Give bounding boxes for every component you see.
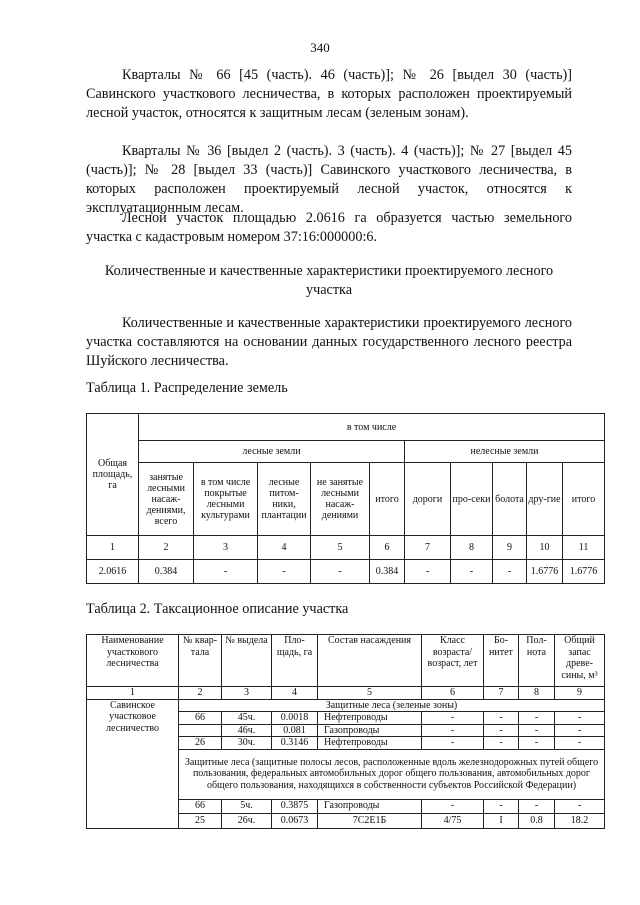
table2-cell: - [422,712,484,725]
table1-col-number: 7 [405,536,451,560]
table2-cell: 66 [179,712,222,725]
table2-header: Класс возраста/ возраст, лет [422,635,484,687]
table1-caption: Таблица 1. Распределение земель [86,380,288,396]
table2-col-number: 6 [422,687,484,700]
table2-header: Пол-нота [519,635,555,687]
table1-col-header: про-секи [451,463,493,536]
table2-caption: Таблица 2. Таксационное описание участка [86,601,349,617]
table2-col-number: 5 [318,687,422,700]
table2-header: № квар-тала [179,635,222,687]
table2-cell: - [484,799,519,813]
table2-cell: - [484,724,519,737]
table2-cell: 0.3875 [272,799,318,813]
table1-cell: - [451,560,493,584]
table2-cell: 46ч. [222,724,272,737]
table2-district: Савинское участковое лесничество [87,699,179,749]
table2-district-cont [87,813,179,828]
table1-col-number: 8 [451,536,493,560]
table2-col-number: 4 [272,687,318,700]
table1-col-header: дру-гие [527,463,563,536]
paragraph-characteristics: Количественные и качественные характеристики проектируемого лесного участка составляются на основании данных государственного лесного реестра Шуйского лесничества. [86,315,572,369]
paragraph-exploitation-forests: Кварталы № 36 [выдел 2 (часть). 3 (часть). 4 (часть)]; № 27 [выдел 45 (часть)]; № 28 [выдел 33 (часть)] Савинского участкового лесничества, в которых расположен проектируемый лесной участок, относятся к эксплуатационным лесам. [86,143,572,216]
table1-col-number: 5 [311,536,370,560]
table2-header: Наименование участкового лесничества [87,635,179,687]
table2-cell: - [555,724,605,737]
table1-col-header: дороги [405,463,451,536]
table2-col-number: 2 [179,687,222,700]
table2-cell: 0.3146 [272,737,318,750]
table2-cell: Газопроводы [318,724,422,737]
table1-col-header: итого [370,463,405,536]
table2-cell: - [484,737,519,750]
table2-header: Бо-нитет [484,635,519,687]
table2-cell: 18.2 [555,813,605,828]
table1-cell: - [194,560,258,584]
table1-cell: 1.6776 [527,560,563,584]
table2-cell: - [519,799,555,813]
page-number: 340 [310,40,330,55]
table2-section-title: Защитные леса (зеленые зоны) [179,699,605,712]
table1-col-number: 6 [370,536,405,560]
table2-header: Состав насаждения [318,635,422,687]
table1-col-header: болота [493,463,527,536]
table2-cell: 4/75 [422,813,484,828]
land-distribution-table [86,413,605,584]
table2-cell: I [484,813,519,828]
table1-cell: 0.384 [370,560,405,584]
table1-cell: - [311,560,370,584]
table1-header-including: в том числе [139,414,605,441]
table2-cell: - [555,737,605,750]
table1-header-forest-lands: лесные земли [139,441,405,463]
paragraph-area: Лесной участок площадью 2.0616 га образуется частью земельного участка с кадастровым номером 37:16:000000:6. [86,210,572,245]
table1-col-number: 10 [527,536,563,560]
table2-cell: - [555,799,605,813]
table2-cell: Газопроводы [318,799,422,813]
taxation-table [86,634,605,829]
table2-cell: 30ч. [222,737,272,750]
table1-header-total-area: Общая площадь, га [87,414,139,536]
table2-cell: Нефтепроводы [318,712,422,725]
table2-cell: 0.8 [519,813,555,828]
table2-cell: - [422,799,484,813]
table1-cell: 1.6776 [563,560,605,584]
table1-col-header: не занятые лесными насаж-дениями [311,463,370,536]
table2-cell: 45ч. [222,712,272,725]
section-heading: Количественные и качественные характеристики проектируемого лесного участка [104,263,554,298]
table2-cell: - [519,712,555,725]
table2-col-number: 1 [87,687,179,700]
table2-cell: 0.081 [272,724,318,737]
table2-col-number: 7 [484,687,519,700]
table2-cell: 26ч. [222,813,272,828]
table2-cell: - [519,737,555,750]
table1-cell: - [493,560,527,584]
table2-cell: 25 [179,813,222,828]
table2-cell: 5ч. [222,799,272,813]
table2-header: № выдела [222,635,272,687]
table2-col-number: 8 [519,687,555,700]
table2-section-title: Защитные леса (защитные полосы лесов, расположенные вдоль железнодорожных путей общего пользования, федеральных автомобильных дорог общего пользования, автомобильных дорог общего пользования, находящихся в собственности субъектов Российской Федерации) [179,749,605,799]
table2-cell: - [519,724,555,737]
table2-cell: 0.0018 [272,712,318,725]
table2-cell: - [555,712,605,725]
table2-cell: 7С2Е1Б [318,813,422,828]
table2-cell: 0.0673 [272,813,318,828]
table2-cell: - [422,737,484,750]
table1-col-number: 4 [258,536,311,560]
table2-district-cont [87,749,179,799]
table2-cell: - [422,724,484,737]
table2-cell: - [484,712,519,725]
table2-district-cont [87,799,179,813]
table2-cell: 66 [179,799,222,813]
table2-cell: Нефтепроводы [318,737,422,750]
table1-col-number: 9 [493,536,527,560]
table1-cell: - [405,560,451,584]
table1-cell: 0.384 [139,560,194,584]
table2-col-number: 9 [555,687,605,700]
table1-col-header: в том числе покрытые лесными культурами [194,463,258,536]
table1-col-number: 1 [87,536,139,560]
table1-col-header: занятые лесными насаж-дениями, всего [139,463,194,536]
table1-cell: - [258,560,311,584]
table1-col-number: 3 [194,536,258,560]
paragraph-protective-forests: Кварталы № 66 [45 (часть). 46 (часть)]; № 26 [выдел 30 (часть)] Савинского участкового лесничества, в которых расположен проектируемый лесной участок, относятся к защитным лесам (зеленым зонам). [86,67,572,121]
table2-header: Пло-щадь, га [272,635,318,687]
table2-header: Общий запас древе-сины, м³ [555,635,605,687]
table2-cell: 26 [179,737,222,750]
table1-header-nonforest-lands: нелесные земли [405,441,605,463]
table1-col-header: итого [563,463,605,536]
table1-cell: 2.0616 [87,560,139,584]
table1-col-number: 11 [563,536,605,560]
table2-col-number: 3 [222,687,272,700]
table2-cell [179,724,222,737]
table1-col-number: 2 [139,536,194,560]
table1-col-header: лесные питом-ники, плантации [258,463,311,536]
